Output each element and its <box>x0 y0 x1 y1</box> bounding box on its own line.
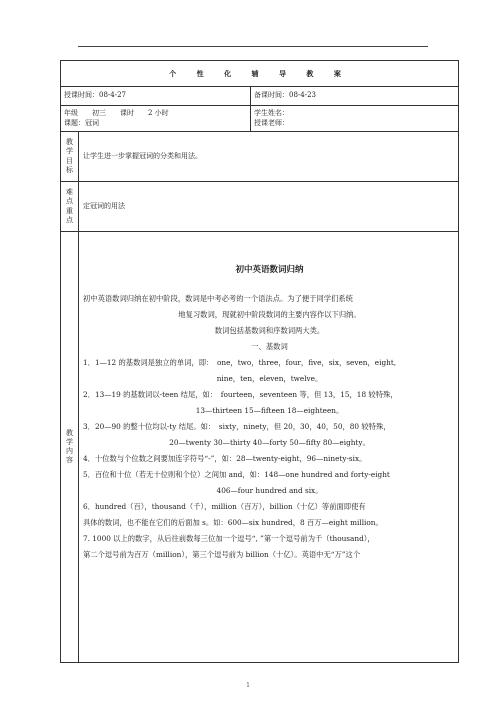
content-paragraph: 4．十位数与个位数之间要加连字符号“-”，如：28—twenty-eight，96—ninety-six。 <box>83 454 367 464</box>
content-paragraph: 20—twenty 30—thirty 40—forty 50—fifty 80—eighty。 <box>169 438 370 448</box>
content-paragraph: 5．百位和十位（若无十位则和个位）之间加 and，如：148—one hundred and forty-eight <box>83 470 390 480</box>
objectives-text: 让学生进一步掌握冠词的分类和用法。 <box>79 132 459 182</box>
content-paragraph: 3．20—90 的整十位均以-ty 结尾。如： sixty，ninety，但 20，30，40，50，80 较特殊， <box>83 422 391 432</box>
lesson-plan-table <box>60 60 459 663</box>
content-paragraph: 初中英语数词归纳在初中阶段，数词是中考必考的一个语法点。为了便于同学们系统 <box>83 294 353 304</box>
content-paragraph: 第二个逗号前为百万（million），第三个逗号前为 billion（十亿）。英语中无“万”这个 <box>83 550 361 560</box>
section-heading: 一、基数词 <box>251 342 288 352</box>
grade-line: 年级 初三 课时 2 小时 <box>64 109 169 118</box>
content-body <box>79 232 459 663</box>
topic: 课题：冠词 <box>64 118 99 127</box>
content-paragraph: 数词包括基数词和序数词两大类。 <box>214 326 325 336</box>
content-paragraph: 2．13—19 的基数词以-teen 结尾，如： fourteen，seventeen 等，但 13，15，18 较特殊， <box>83 390 398 400</box>
content-paragraph: 13—thirteen 15—fifteen 18—eighteen。 <box>195 406 344 416</box>
objectives-label: 教 学 目 标 <box>61 132 79 182</box>
prep-time: 备课时间：08-4-23 <box>251 87 459 106</box>
grade-topic-cell <box>61 106 251 132</box>
content-paragraph: 具体的数词，也不能在它们的后面加 s。如：600—six hundred，8 百万—eight million。 <box>83 518 383 528</box>
document-title: 个 性 化 辅 导 教 案 <box>61 61 459 87</box>
content-label: 教 学 内 容 <box>61 232 79 663</box>
content-paragraph: 6．hundred（百），thousand（千），million（百万），billion（十亿）等前面即使有 <box>83 502 366 512</box>
difficulty-label: 难 点 重 点 <box>61 182 79 232</box>
difficulty-text: 定冠词的用法 <box>79 182 459 232</box>
teacher-name: 授课老师： <box>254 118 289 127</box>
teach-time: 授课时间：08-4-27 <box>61 87 251 106</box>
header-rule <box>78 46 428 47</box>
content-paragraph: 1．1—12 的基数词是独立的单词，即： one，two，three，four，five，six，seven，eight, <box>83 358 397 368</box>
content-paragraph: 406—four hundred and six。 <box>216 486 323 496</box>
page-number: 1 <box>246 682 250 689</box>
content-paragraph: 地复习数词，现就初中阶段数词的主要内容作以下归纳。 <box>178 310 361 320</box>
content-paragraph: nine，ten，eleven，twelve。 <box>216 374 323 384</box>
student-name: 学生姓名： <box>254 109 289 118</box>
content-paragraph: 7. 1000 以上的数字，从后往前数每三位加一个逗号“, ”第一个逗号前为千（thousand）， <box>83 534 375 544</box>
student-teacher-cell <box>251 106 459 132</box>
content-heading: 初中英语数词归纳 <box>235 265 304 275</box>
